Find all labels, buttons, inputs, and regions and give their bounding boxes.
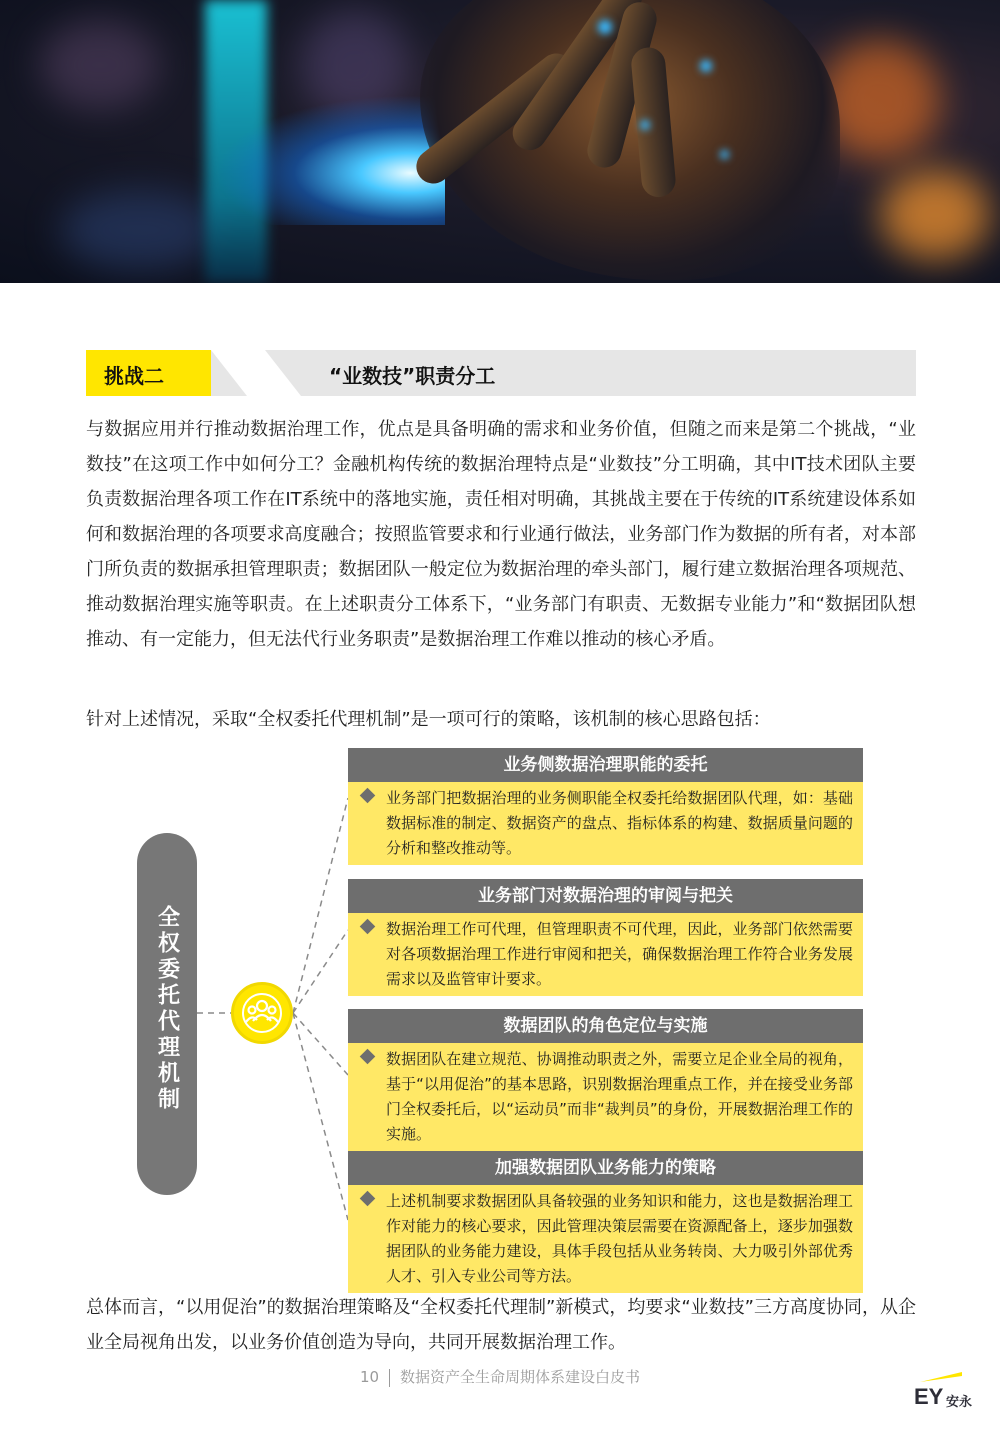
card-body [348, 1185, 863, 1293]
strategy-card-capability [348, 1151, 863, 1293]
paragraph-intro: 与数据应用并行推动数据治理工作，优点是具备明确的需求和业务价值，但随之而来是第二个挑战，“业数技”在这项工作中如何分工？金融机构传统的数据治理特点是“业数技”分工明确，其中IT技术团队主要负责数据治理各项工作在IT系统中的落地实施，责任相对明确，其挑战主要在于传统的IT系统建设体系如何和数据治理的各项要求高度融合；按照监管要求和行业通行做法，业务部门作为数据的所有者，对本部门所负责的数据承担管理职责；数据团队一般定位为数据治理的牵头部门，履行建立数据治理各项规范、推动数据治理实施等职责。在上述职责分工体系下，“业务部门有职责、无数据专业能力”和“数据团队想推动、有一定能力，但无法代行业务职责”是数据治理工作难以推动的核心矛盾。 [86, 419, 916, 650]
diamond-bullet-icon [360, 1049, 376, 1065]
strategy-card-review [348, 879, 863, 996]
hub-circle [231, 982, 293, 1044]
card-text: 数据团队在建立规范、协调推动职责之外，需要立足企业全局的视角，基于“以用促治”的基本思路，识别数据治理重点工作，并在接受业务部门全权委托后，以“运动员”而非“裁判员”的身份，开展数据治理工作的实施。 [386, 1050, 853, 1143]
ey-logo-slash-icon [920, 1372, 962, 1382]
strategy-card-role [348, 1009, 863, 1151]
card-title: 加强数据团队业务能力的策略 [348, 1151, 863, 1185]
card-body [348, 1043, 863, 1151]
card-text: 数据治理工作可代理，但管理职责不可代理，因此，业务部门依然需要对各项数据治理工作进行审阅和把关，确保数据治理工作符合业务发展需求以及监管审计要求。 [386, 920, 853, 988]
hero-image-robot-hand [0, 0, 1000, 283]
ey-logo [912, 1372, 982, 1412]
card-title: 数据团队的角色定位与实施 [348, 1009, 863, 1043]
mechanism-label: 全权委托代理机制 [154, 905, 180, 1113]
document-title: 数据资产全生命周期体系建设白皮书 [400, 1368, 641, 1386]
people-group-icon [234, 985, 290, 1041]
section-header [86, 350, 916, 396]
diamond-bullet-icon [360, 919, 376, 935]
card-text: 业务部门把数据治理的业务侧职能全权委托给数据团队代理，如：基础数据标准的制定、数据资产的盘点、指标体系的构建、数据质量问题的分析和整改推动等。 [386, 789, 853, 857]
strategy-card-delegation [348, 748, 863, 865]
footer-divider [389, 1369, 390, 1387]
paragraph-strategy: 针对上述情况，采取“全权委托代理机制”是一项可行的策略，该机制的核心思路包括： [86, 709, 771, 730]
ey-logo-text: EY [914, 1384, 944, 1409]
card-body [348, 913, 863, 996]
card-text: 上述机制要求数据团队具备较强的业务知识和能力，这也是数据治理工作对能力的核心要求，因此管理决策层需要在资源配备上，逐步加强数据团队的业务能力建设，具体手段包括从业务转岗、大力吸引外部优秀人才、引入专业公司等方法。 [386, 1192, 853, 1285]
diamond-bullet-icon [360, 788, 376, 804]
card-title: 业务侧数据治理职能的委托 [348, 748, 863, 782]
mechanism-pill [137, 833, 197, 1195]
page-footer [0, 1366, 1000, 1387]
ey-logo-chinese: 安永 [946, 1395, 973, 1410]
section-title: “业数技”职责分工 [329, 364, 496, 388]
diamond-bullet-icon [360, 1191, 376, 1207]
card-title: 业务部门对数据治理的审阅与把关 [348, 879, 863, 913]
page-number: 10 [359, 1368, 380, 1386]
challenge-tag: 挑战二 [104, 364, 164, 388]
paragraph-conclusion: 总体而言，“以用促治”的数据治理策略及“全权委托代理制”新模式，均要求“业数技”三方高度协同，从企业全局视角出发，以业务价值创造为导向，共同开展数据治理工作。 [86, 1297, 916, 1353]
card-body [348, 782, 863, 865]
